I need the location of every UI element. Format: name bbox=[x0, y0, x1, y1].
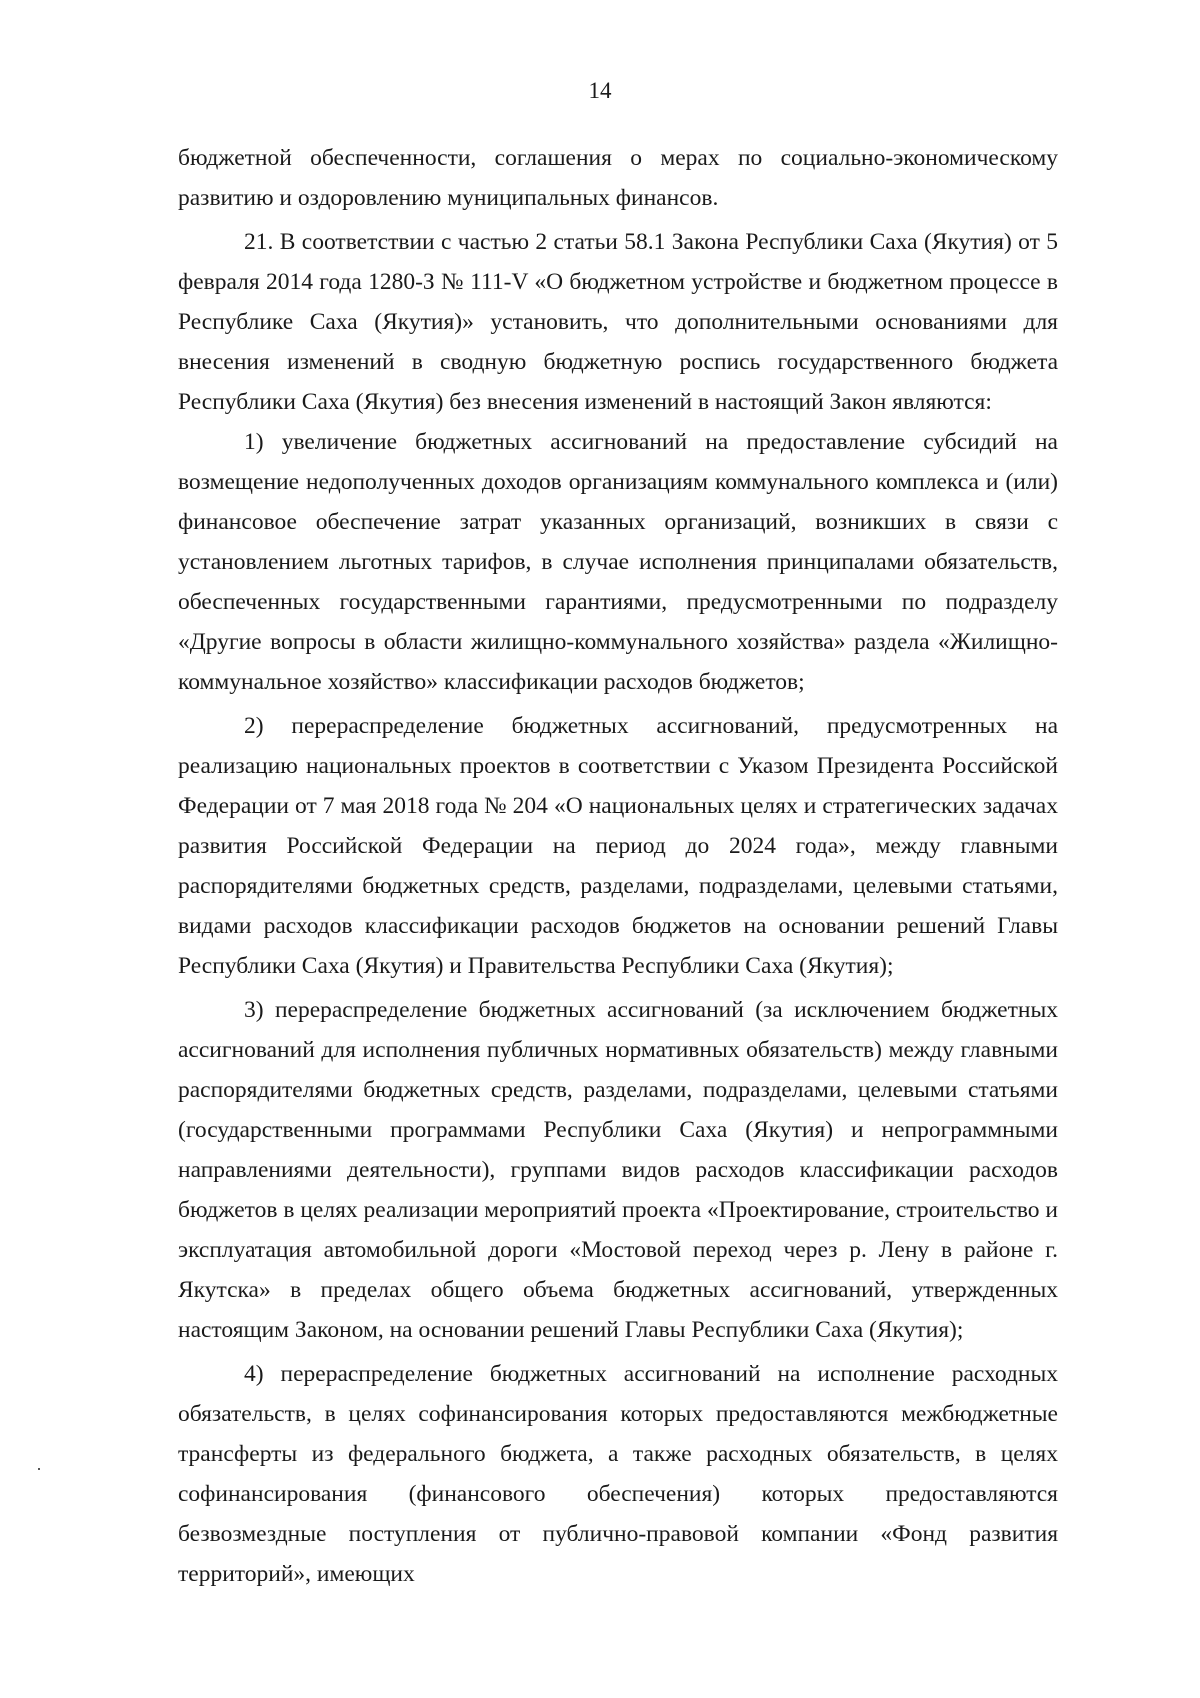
scan-speck bbox=[38, 1468, 40, 1470]
paragraph-item-21: 21. В соответствии с частью 2 статьи 58.1 Закона Республики Саха (Якутия) от 5 февраля 2014 года 1280-З № 111-V «О бюджетном устройстве и бюджетном процессе в Республике Саха (Якутия)» установить, что дополнительными основаниями для внесения изменений в сводную бюджетную роспись государственного бюджета Республики Саха (Якутия) без внесения изменений в настоящий Закон являются: bbox=[178, 229, 1058, 415]
page-number: 14 bbox=[588, 78, 612, 103]
paragraph-continuation: бюджетной обеспеченности, соглашения о мерах по социально-экономическому развитию и оздоровлению муниципальных финансов. bbox=[178, 145, 1058, 211]
paragraph-subitem-2: 2) перераспределение бюджетных ассигнований, предусмотренных на реализацию национальных проектов в соответствии с Указом Президента Российской Федерации от 7 мая 2018 года № 204 «О национальных целях и стратегических задачах развития Российской Федерации на период до 2024 года», между главными распорядителями бюджетных средств, разделами, подразделами, целевыми статьями, видами расходов классификации расходов бюджетов на основании решений Главы Республики Саха (Якутия) и Правительства Республики Саха (Якутия); bbox=[178, 713, 1058, 979]
paragraph-subitem-4: 4) перераспределение бюджетных ассигнований на исполнение расходных обязательств, в целях софинансирования которых предоставляются межбюджетные трансферты из федерального бюджета, а также расходных обязательств, в целях софинансирования (финансового обеспечения) которых предоставляются безвозмездные поступления от публично-правовой компании «Фонд развития территорий», имеющих bbox=[178, 1361, 1058, 1587]
paragraph-subitem-3: 3) перераспределение бюджетных ассигнований (за исключением бюджетных ассигнований для исполнения публичных нормативных обязательств) между главными распорядителями бюджетных средств, разделами, подразделами, целевыми статьями (государственными программами Республики Саха (Якутия) и непрограммными направлениями деятельности), группами видов расходов классификации расходов бюджетов в целях реализации мероприятий проекта «Проектирование, строительство и эксплуатация автомобильной дороги «Мостовой переход через р. Лену в районе г. Якутска» в пределах общего объема бюджетных ассигнований, утвержденных настоящим Законом, на основании решений Главы Республики Саха (Якутия); bbox=[178, 997, 1058, 1343]
paragraph-subitem-1: 1) увеличение бюджетных ассигнований на предоставление субсидий на возмещение недополученных доходов организациям коммунального комплекса и (или) финансовое обеспечение затрат указанных организаций, возникших в связи с установлением льготных тарифов, в случае исполнения принципалами обязательств, обеспеченных государственными гарантиями, предусмотренными по подразделу «Другие вопросы в области жилищно-коммунального хозяйства» раздела «Жилищно-коммунальное хозяйство» классификации расходов бюджетов; bbox=[178, 429, 1058, 695]
document-body bbox=[178, 138, 1058, 1594]
